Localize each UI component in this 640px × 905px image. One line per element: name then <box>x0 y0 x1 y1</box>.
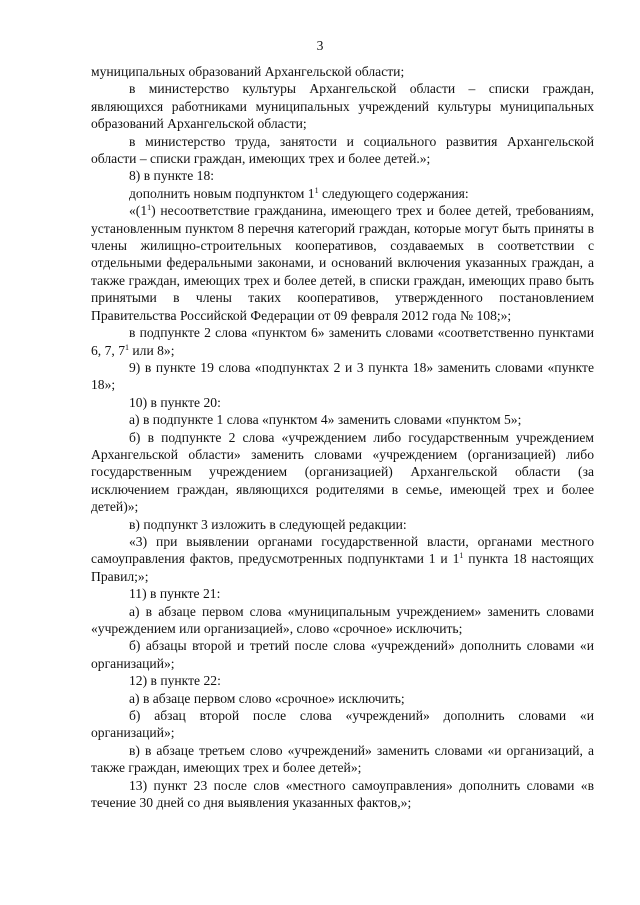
paragraph: а) в подпункте 1 слова «пунктом 4» заменить словами «пунктом 5»; <box>129 412 522 428</box>
paragraph: 13) пункт 23 после слов «местного самоуправления» дополнить словами «в течение 30 дней со дня выявления указанных фактов,»; <box>91 777 594 811</box>
paragraph: 10) в пункте 20: <box>129 394 221 410</box>
paragraph <box>91 202 594 324</box>
paragraph: 12) в пункте 22: <box>129 673 221 689</box>
paragraph: 8) в пункте 18: <box>129 168 215 184</box>
text-run: или 8»; <box>128 342 175 358</box>
paragraph <box>91 324 594 359</box>
paragraph: а) в абзаце первом слова «муниципальным учреждением» заменить словами «учреждением или организацией», слово «срочное» исключить; <box>91 603 594 636</box>
paragraph: б) абзац второй после слова «учреждений» дополнить словами «и организаций»; <box>91 708 594 741</box>
text-run: ) несоответствие гражданина, имеющего трех и более детей, требованиям, установленным пунктом 8 перечня категорий граждан, которые могут быть приняты в члены жилищно-строительных кооперативов, создаваемых в соответствии с отдельными федеральными законами, и оснований включения указанных граждан, а также граждан, имеющих трех и более детей, в списки граждан, имеющих право быть принятыми в члены таких кооперативов, утвержденного постановлением Правительства Российской Федерации от 09 февраля 2012 года № 108;»; <box>91 203 594 323</box>
text-run: пункта 18 настоящих Правил;»; <box>91 551 594 584</box>
paragraph: в) в абзаце третьем слово «учреждений» заменить словами «и организаций, а также граждан, имеющих трех и более детей»; <box>91 742 594 776</box>
text-run: следующего содержания: <box>318 185 469 201</box>
text-run: в подпункте 2 слова «пунктом 6» заменить словами «соответственно пунктами 6, 7, 7 <box>91 325 594 358</box>
superscript: 1 <box>124 342 129 352</box>
paragraph: 9) в пункте 19 слова «подпунктах 2 и 3 пункта 18» заменить словами «пункте 18»; <box>91 359 594 393</box>
paragraph <box>91 185 594 202</box>
superscript: 1 <box>147 203 152 213</box>
text-run: «(1 <box>129 203 148 219</box>
paragraph: муниципальных образований Архангельской области; <box>91 64 405 79</box>
text-run: «3) при выявлении органами государственной власти, органами местного самоуправления фактов, предусмотренных подпунктами 1 и 1 <box>91 533 594 567</box>
text-run: дополнить новым подпунктом 1 <box>129 185 315 201</box>
paragraph: в министерство труда, занятости и социального развития Архангельской области – списки граждан, имеющих трех и более детей.»; <box>91 133 594 167</box>
document-body <box>91 63 594 811</box>
paragraph: а) в абзаце первом слово «срочное» исключить; <box>129 690 405 706</box>
paragraph: б) в подпункте 2 слова «учреждением либо государственным учреждением Архангельской области» заменить словами «учреждением (организацией) либо государственным учреждением (организацией) Архангельской области (за исключением граждан, являющихся родителями в семье, имеющей трех и более детей)»; <box>91 429 594 515</box>
superscript: 1 <box>459 551 464 561</box>
paragraph <box>91 533 594 585</box>
paragraph: 11) в пункте 21: <box>129 586 221 602</box>
superscript: 1 <box>314 185 319 195</box>
paragraph: б) абзацы второй и третий после слова «учреждений» дополнить словами «и организаций»; <box>91 638 594 671</box>
paragraph: в) подпункт 3 изложить в следующей редакции: <box>129 516 407 532</box>
paragraph: в министерство культуры Архангельской области – списки граждан, являющихся работниками муниципальных учреждений культуры муниципальных образований Архангельской области; <box>91 81 594 132</box>
page-number: 3 <box>316 38 324 53</box>
